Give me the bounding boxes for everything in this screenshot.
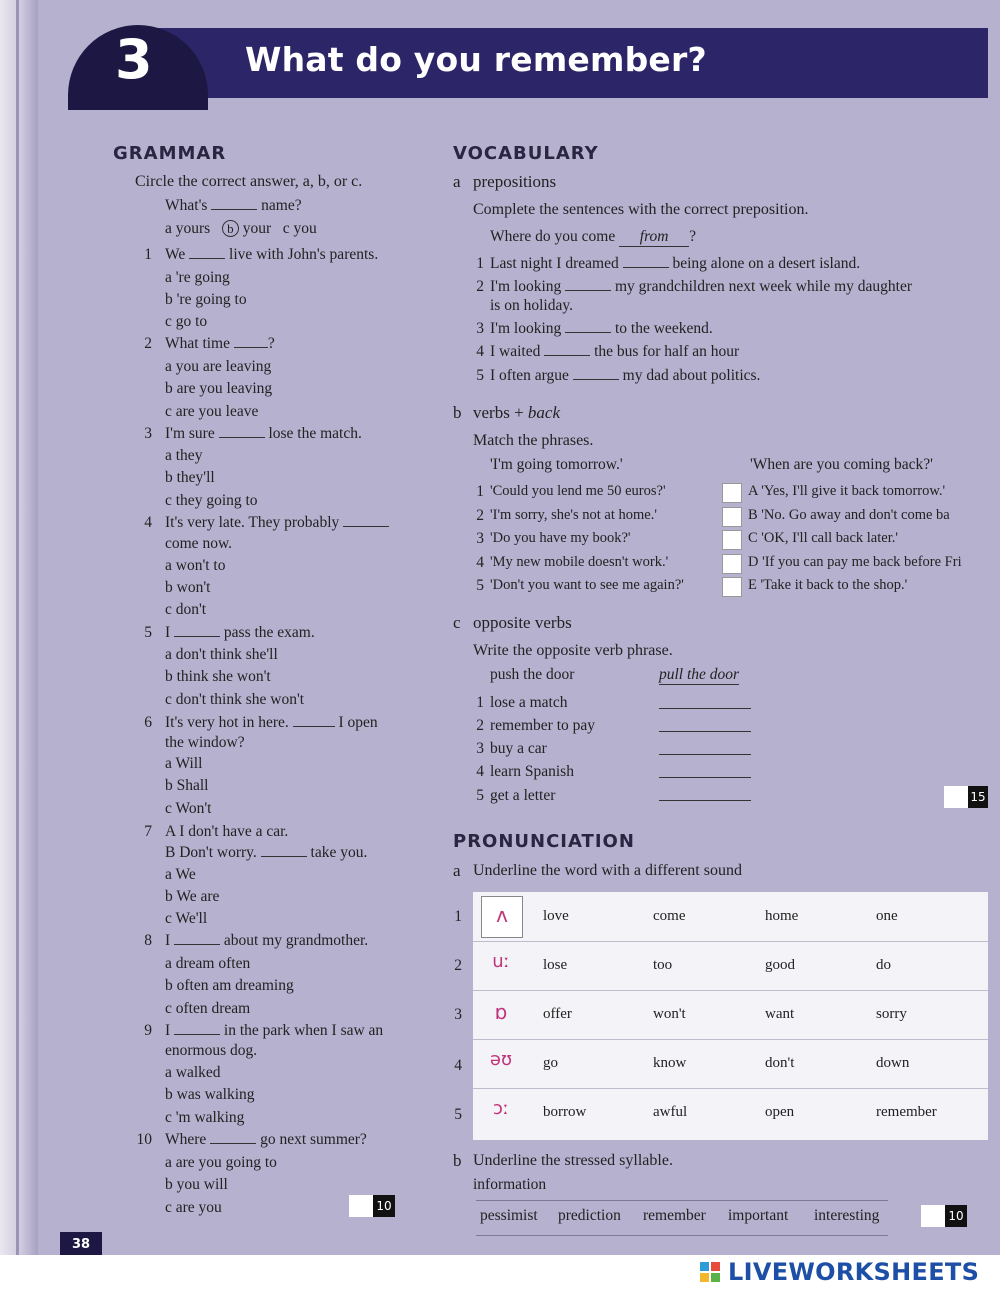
vocab-a-item: I waited the bus for half an hour [490, 343, 740, 360]
pronunciation-score-total: 10 [945, 1205, 967, 1227]
grammar-option[interactable]: a they [165, 447, 203, 464]
vocab-b-phrase: 'Don't you want to see me again?' [490, 577, 684, 593]
grammar-item-number: 4 [144, 514, 152, 531]
grammar-item-number: 6 [144, 714, 152, 731]
pron-word[interactable]: borrow [543, 1104, 587, 1120]
vocab-a-number: 2 [476, 278, 484, 295]
grammar-option[interactable]: b you will [165, 1176, 228, 1193]
vocab-a-number: 4 [476, 343, 484, 360]
grammar-option[interactable]: a 're going [165, 269, 230, 286]
pron-row-number: 1 [454, 908, 462, 925]
vocab-b-phrase: 'I'm sorry, she's not at home.' [490, 507, 657, 523]
grammar-question: It's very hot in here. I open [165, 714, 378, 731]
vocab-a-title: prepositions [473, 172, 557, 191]
vocab-b-number: 3 [476, 530, 484, 547]
pron-b-instruction: Underline the stressed syllable. [473, 1152, 673, 1169]
grammar-option[interactable]: b won't [165, 579, 211, 596]
grammar-option[interactable]: a Will [165, 755, 203, 772]
vocab-b-number: 1 [476, 483, 484, 500]
vocab-c-phrase: get a letter [490, 787, 556, 804]
phone-icon: əʊ [489, 1049, 513, 1070]
pron-word[interactable]: want [765, 1006, 795, 1022]
pron-word[interactable]: awful [653, 1104, 688, 1120]
grammar-item-number: 1 [144, 246, 152, 263]
grammar-question-line2: the window? [165, 734, 245, 751]
answer-blank[interactable] [659, 754, 751, 755]
match-answer-box[interactable] [722, 577, 742, 597]
vocab-b-example-left: 'I'm going tomorrow.' [490, 456, 623, 473]
pron-word[interactable]: remember [876, 1104, 937, 1120]
vocab-c-phrase: remember to pay [490, 717, 596, 734]
grammar-score-box[interactable] [349, 1195, 395, 1217]
grammar-question-line2: B Don't worry. take you. [165, 844, 368, 861]
match-answer-box[interactable] [722, 554, 742, 574]
vocab-c-phrase: learn Spanish [490, 763, 574, 780]
pron-word[interactable]: know [653, 1055, 687, 1071]
vocab-c-phrase: lose a match [490, 694, 568, 711]
vocab-c-number: 2 [476, 717, 484, 734]
pron-word[interactable]: down [876, 1055, 910, 1071]
book-spine [0, 0, 38, 1291]
match-answer-box[interactable] [722, 530, 742, 550]
vocab-b-instruction: Match the phrases. [473, 432, 594, 449]
vocab-c-instruction: Write the opposite verb phrase. [473, 642, 673, 659]
grammar-option[interactable]: c they going to [165, 492, 258, 509]
vocab-b-number: 5 [476, 577, 484, 594]
vocab-c-example-answer: pull the door [659, 666, 740, 683]
vocab-a-number: 3 [476, 320, 484, 337]
vocab-b-response: B 'No. Go away and don't come ba [748, 507, 950, 523]
grammar-example-options: a yours b your c you [165, 220, 317, 237]
grammar-option[interactable]: c don't [165, 601, 207, 618]
grammar-item-number: 3 [144, 425, 152, 442]
stress-word[interactable]: interesting [814, 1207, 880, 1224]
vocab-b-phrase: 'Could you lend me 50 euros?' [490, 483, 666, 499]
vocab-b-example-right: 'When are you coming back?' [750, 456, 933, 473]
vocabulary-score-total: 15 [968, 786, 988, 808]
vocab-c-phrase: buy a car [490, 740, 547, 757]
answer-blank[interactable] [565, 290, 611, 291]
stress-word[interactable]: prediction [558, 1207, 621, 1224]
pron-row-number: 4 [454, 1057, 462, 1074]
pron-word[interactable]: come [653, 908, 686, 924]
vocabulary-heading: VOCABULARY [453, 143, 599, 164]
grammar-option[interactable]: a are you going to [165, 1154, 277, 1171]
grammar-option[interactable]: c don't think she won't [165, 691, 305, 708]
stress-word[interactable]: remember [643, 1207, 706, 1224]
grammar-option[interactable]: a you are leaving [165, 358, 272, 375]
grammar-question: I about my grandmother. [165, 932, 369, 949]
vocab-c-number: 5 [476, 787, 484, 804]
grammar-question: What time ? [165, 335, 275, 352]
pron-word[interactable]: love [543, 908, 569, 924]
pron-row-number: 2 [454, 957, 462, 974]
computer-icon: ɔː [493, 1098, 509, 1119]
stress-word[interactable]: important [728, 1207, 789, 1224]
pron-word[interactable]: too [653, 957, 673, 973]
example-answer: from [619, 228, 689, 247]
grammar-question: It's very late. They probably [165, 514, 389, 532]
vocab-a-item: I often argue my dad about politics. [490, 367, 761, 384]
pron-word[interactable]: won't [653, 1006, 686, 1022]
vocab-a-item: Last night I dreamed being alone on a desert island. [490, 255, 861, 272]
grammar-question: Where go next summer? [165, 1131, 367, 1148]
pron-row [473, 941, 988, 991]
grammar-example-question: What's name? [165, 197, 302, 214]
answer-blank[interactable] [659, 777, 751, 778]
page-title: What do you remember? [245, 40, 707, 79]
vocab-a-letter: a [453, 172, 461, 191]
pron-a-instruction: Underline the word with a different sound [473, 862, 742, 879]
vocab-b-number: 4 [476, 554, 484, 571]
grammar-option[interactable]: c often dream [165, 1000, 251, 1017]
vocab-b-letter: b [453, 403, 462, 422]
vocab-a-item: I'm looking my grandchildren next week while my daughter [490, 278, 912, 295]
unit-number: 3 [115, 28, 153, 91]
grammar-option[interactable]: b are you leaving [165, 380, 273, 397]
vocab-b-response: A 'Yes, I'll give it back tomorrow.' [748, 483, 946, 499]
vocab-a-example: Where do you come from ? [490, 228, 697, 245]
grammar-option[interactable]: a don't think she'll [165, 646, 278, 663]
grammar-item-number: 7 [144, 823, 152, 840]
vocab-c-title: opposite verbs [473, 613, 572, 632]
pron-word[interactable]: don't [765, 1055, 795, 1071]
grammar-option[interactable]: a won't to [165, 557, 226, 574]
grammar-question-line2: enormous dog. [165, 1042, 258, 1059]
page-number: 38 [60, 1232, 102, 1258]
grammar-option[interactable]: c We'll [165, 910, 208, 927]
grammar-option[interactable]: b they'll [165, 469, 215, 486]
grammar-option[interactable]: c are you [165, 1199, 222, 1216]
brand-name: LIVEWORKSHEETS [728, 1258, 980, 1286]
spine-line [16, 0, 19, 1291]
answer-blank[interactable] [544, 355, 590, 356]
pron-row [473, 1039, 988, 1089]
vocab-a-item-line2: is on holiday. [490, 297, 573, 314]
grammar-item-number: 9 [144, 1022, 152, 1039]
pron-word[interactable]: do [876, 957, 891, 973]
pron-row [473, 892, 988, 942]
vocab-a-item: I'm looking to the weekend. [490, 320, 713, 337]
vocab-b-phrase: 'My new mobile doesn't work.' [490, 554, 669, 570]
grammar-heading: GRAMMAR [113, 143, 227, 164]
pron-word[interactable]: good [765, 957, 795, 973]
pron-row-number: 3 [454, 1006, 462, 1023]
grammar-question: I'm sure lose the match. [165, 425, 362, 442]
grammar-question: A I don't have a car. [165, 823, 289, 840]
stress-word[interactable]: pessimist [480, 1207, 538, 1224]
pron-b-letter: b [453, 1151, 462, 1170]
grammar-question: I in the park when I saw an [165, 1022, 384, 1039]
grammar-question-line2: come now. [165, 535, 233, 552]
boot-icon: uː [492, 951, 510, 972]
grammar-option[interactable]: c are you leave [165, 403, 259, 420]
vocab-a-number: 5 [476, 367, 484, 384]
vocab-b-phrase: 'Do you have my book?' [490, 530, 631, 546]
grammar-item-number: 10 [136, 1131, 152, 1148]
vocab-b-title: verbs + back [473, 403, 561, 422]
circled-answer: b [222, 220, 239, 237]
clock-icon: ɒ [494, 1000, 508, 1024]
answer-blank[interactable] [659, 800, 751, 801]
grammar-option[interactable]: b 're going to [165, 291, 247, 308]
answer-blank[interactable] [659, 708, 751, 709]
grammar-option[interactable]: a walked [165, 1064, 221, 1081]
pron-b-example: information [473, 1176, 547, 1193]
answer-blank[interactable] [573, 379, 619, 380]
grammar-score-total: 10 [373, 1195, 395, 1217]
pron-word[interactable]: open [765, 1104, 795, 1120]
grammar-option[interactable]: a dream often [165, 955, 251, 972]
grammar-option[interactable]: a We [165, 866, 196, 883]
pron-word[interactable]: lose [543, 957, 568, 973]
grammar-option[interactable]: b was walking [165, 1086, 255, 1103]
vocab-b-response: E 'Take it back to the shop.' [748, 577, 908, 593]
pron-row [473, 1088, 988, 1137]
vocab-b-response: C 'OK, I'll call back later.' [748, 530, 898, 546]
pron-word[interactable]: sorry [876, 1006, 907, 1022]
grammar-instruction: Circle the correct answer, a, b, or c. [135, 173, 363, 190]
grammar-option[interactable]: b Shall [165, 777, 209, 794]
vocabulary-score-box[interactable] [944, 786, 988, 808]
grammar-item-number: 2 [144, 335, 152, 352]
grammar-question: I pass the exam. [165, 624, 315, 641]
pronunciation-table [473, 892, 988, 1140]
pron-word[interactable]: one [876, 908, 898, 924]
vocab-b-response: D 'If you can pay me back before Fri [748, 554, 962, 570]
grammar-option[interactable]: b often am dreaming [165, 977, 294, 994]
pron-row-number: 5 [454, 1106, 462, 1123]
match-answer-box[interactable] [722, 507, 742, 527]
pron-a-letter: a [453, 861, 461, 880]
grammar-option[interactable]: c Won't [165, 800, 212, 817]
grammar-item-number: 5 [144, 624, 152, 641]
vocab-a-number: 1 [476, 255, 484, 272]
vocab-c-letter: c [453, 613, 461, 632]
pronunciation-score-box[interactable] [921, 1205, 967, 1227]
pron-word[interactable]: go [543, 1055, 558, 1071]
sound-picture-icon: ʌ [481, 896, 523, 938]
grammar-item-number: 8 [144, 932, 152, 949]
pron-row [473, 990, 988, 1040]
vocab-c-example-question: push the door [490, 666, 575, 683]
grammar-option[interactable]: b think she won't [165, 668, 271, 685]
match-answer-box[interactable] [722, 483, 742, 503]
liveworksheets-logo-icon [700, 1262, 720, 1282]
grammar-option[interactable]: b We are [165, 888, 220, 905]
answer-blank[interactable] [623, 267, 669, 268]
vocab-b-number: 2 [476, 507, 484, 524]
grammar-option[interactable]: c 'm walking [165, 1109, 245, 1126]
pron-word[interactable]: home [765, 908, 799, 924]
vocab-a-instruction: Complete the sentences with the correct preposition. [473, 201, 809, 218]
answer-blank[interactable] [659, 731, 751, 732]
grammar-question: We live with John's parents. [165, 246, 379, 263]
pronunciation-heading: PRONUNCIATION [453, 831, 635, 852]
vocab-c-number: 3 [476, 740, 484, 757]
pron-word[interactable]: offer [543, 1006, 572, 1022]
answer-blank[interactable] [565, 332, 611, 333]
vocab-c-number: 1 [476, 694, 484, 711]
grammar-option[interactable]: c go to [165, 313, 208, 330]
vocab-c-number: 4 [476, 763, 484, 780]
